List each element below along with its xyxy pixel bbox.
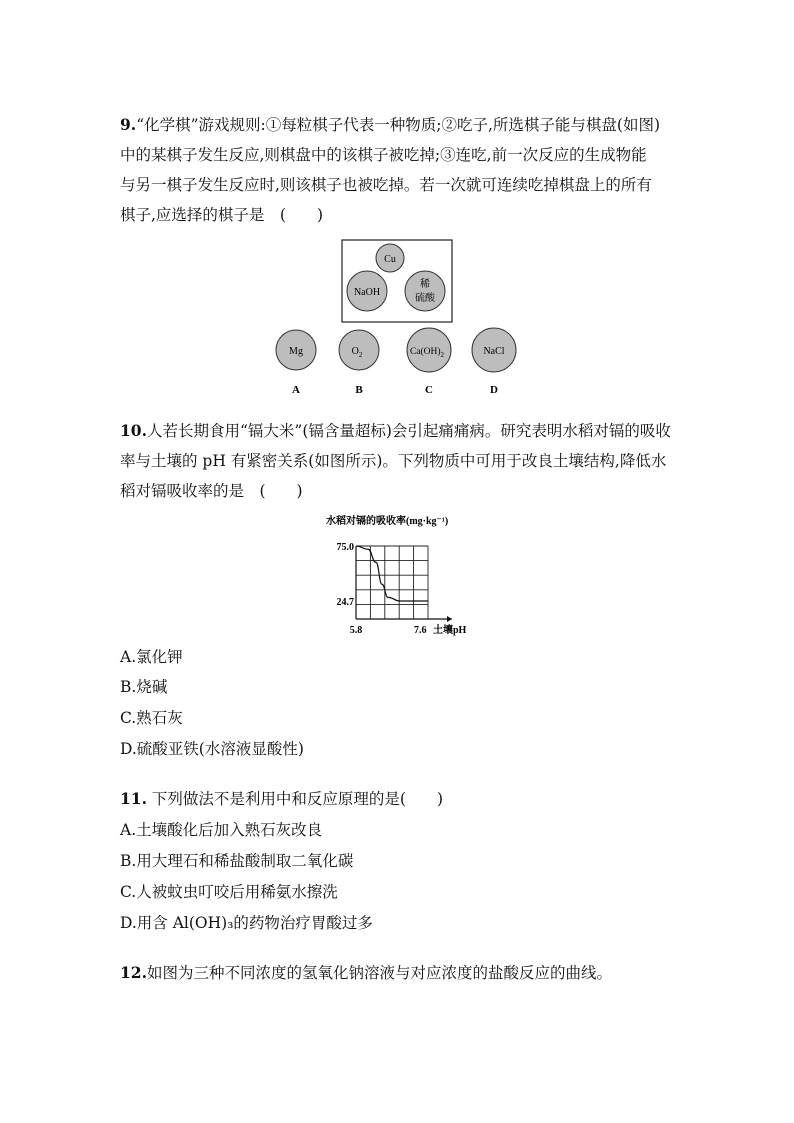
y-tick-label-low: 24.7 [336, 597, 354, 608]
question-11-option-a[interactable]: A.土壤酸化后加入熟石灰改良 [120, 821, 323, 839]
chart-title: 水稻对镉的吸收率(mg·kg⁻¹) [326, 516, 449, 527]
question-10-option-b[interactable]: B.烧碱 [120, 678, 168, 696]
svg-text:NaOH: NaOH [353, 287, 381, 298]
x-tick-label-low: 5.8 [349, 625, 363, 636]
choice-piece-d [472, 328, 516, 372]
question-9-line-2: 中的某棋子发生反应,则棋盘中的该棋子被吃掉;③连吃,前一次反应的生成物能 [120, 146, 647, 164]
x-tick-label-high: 7.6 [414, 625, 427, 636]
question-number: 12. [120, 963, 147, 982]
question-10-option-c[interactable]: C.熟石灰 [120, 709, 183, 727]
question-10 [120, 416, 680, 506]
svg-text:O2: $O_2$ [351, 346, 363, 359]
question-11-stem: 11. 下列做法不是利用中和反应原理的是( ) [120, 789, 443, 808]
question-9-line-1: 9.“化学棋”游戏规则:①每粒棋子代表一种物质;②吃子,所选棋子能与棋盘(如图) [120, 115, 661, 134]
svg-text:Ca(OH)2: $Ca(OH)_2$ [409, 347, 445, 359]
svg-text:Cu: Cu [384, 254, 396, 265]
choice-letter-a: A [292, 384, 300, 396]
choice-piece-c [407, 328, 451, 372]
absorption-curve [356, 546, 428, 601]
choice-letter-b: B [355, 384, 363, 396]
question-9-line-4: 棋子,应选择的棋子是 ( ) [120, 206, 324, 224]
choice-piece-a [276, 330, 316, 370]
question-11 [120, 784, 680, 814]
question-10-line-3: 稻对镉吸收率的是 ( ) [120, 482, 303, 500]
cadmium-absorption-chart [320, 508, 480, 643]
question-11-option-d[interactable]: D.用含 Al(OH)₃的药物治疗胃酸过多 [120, 914, 373, 932]
svg-text:稀: 稀 [420, 279, 430, 290]
choice-piece-b [339, 330, 379, 370]
piece-dilute-sulfuric-acid [405, 271, 445, 311]
question-10-option-a[interactable]: A.氯化钾 [120, 648, 183, 666]
question-12-stem: 12.如图为三种不同浓度的氢氧化钠溶液与对应浓度的盐酸反应的曲线。 [120, 963, 612, 982]
x-axis-arrow [447, 616, 452, 622]
y-tick-label-high: 75.0 [336, 542, 354, 553]
question-number: 11. [120, 789, 147, 808]
question-number: 9. [120, 115, 137, 134]
question-9 [120, 110, 680, 230]
question-12 [120, 958, 680, 988]
svg-text:硫酸: 硫酸 [415, 293, 435, 304]
chess-figure [260, 230, 540, 400]
svg-text:Mg: Mg [289, 346, 303, 357]
question-9-line-3: 与另一棋子发生反应时,则该棋子也被吃掉。若一次就可连续吃掉棋盘上的所有 [120, 176, 652, 194]
piece-cu [376, 244, 404, 272]
question-number: 10. [120, 421, 147, 440]
question-10-option-d[interactable]: D.硫酸亚铁(水溶液显酸性) [120, 740, 304, 758]
chart-grid [356, 546, 428, 619]
question-10-line-1: 10.人若长期食用“镉大米”(镉含量超标)会引起痛痛病。研究表明水稻对镉的吸收 [120, 421, 671, 440]
question-11-option-c[interactable]: C.人被蚊虫叮咬后用稀氨水擦洗 [120, 883, 338, 901]
choice-letter-d: D [490, 384, 498, 396]
question-10-line-2: 率与土壤的 pH 有紧密关系(如图所示)。下列物质中可用于改良土壤结构,降低水 [120, 452, 667, 470]
svg-text:NaCl: NaCl [483, 346, 505, 357]
question-11-option-b[interactable]: B.用大理石和稀盐酸制取二氧化碳 [120, 852, 354, 870]
choice-letter-c: C [425, 384, 433, 396]
x-axis-label: 土壤pH [433, 625, 467, 636]
piece-naoh [347, 271, 387, 311]
